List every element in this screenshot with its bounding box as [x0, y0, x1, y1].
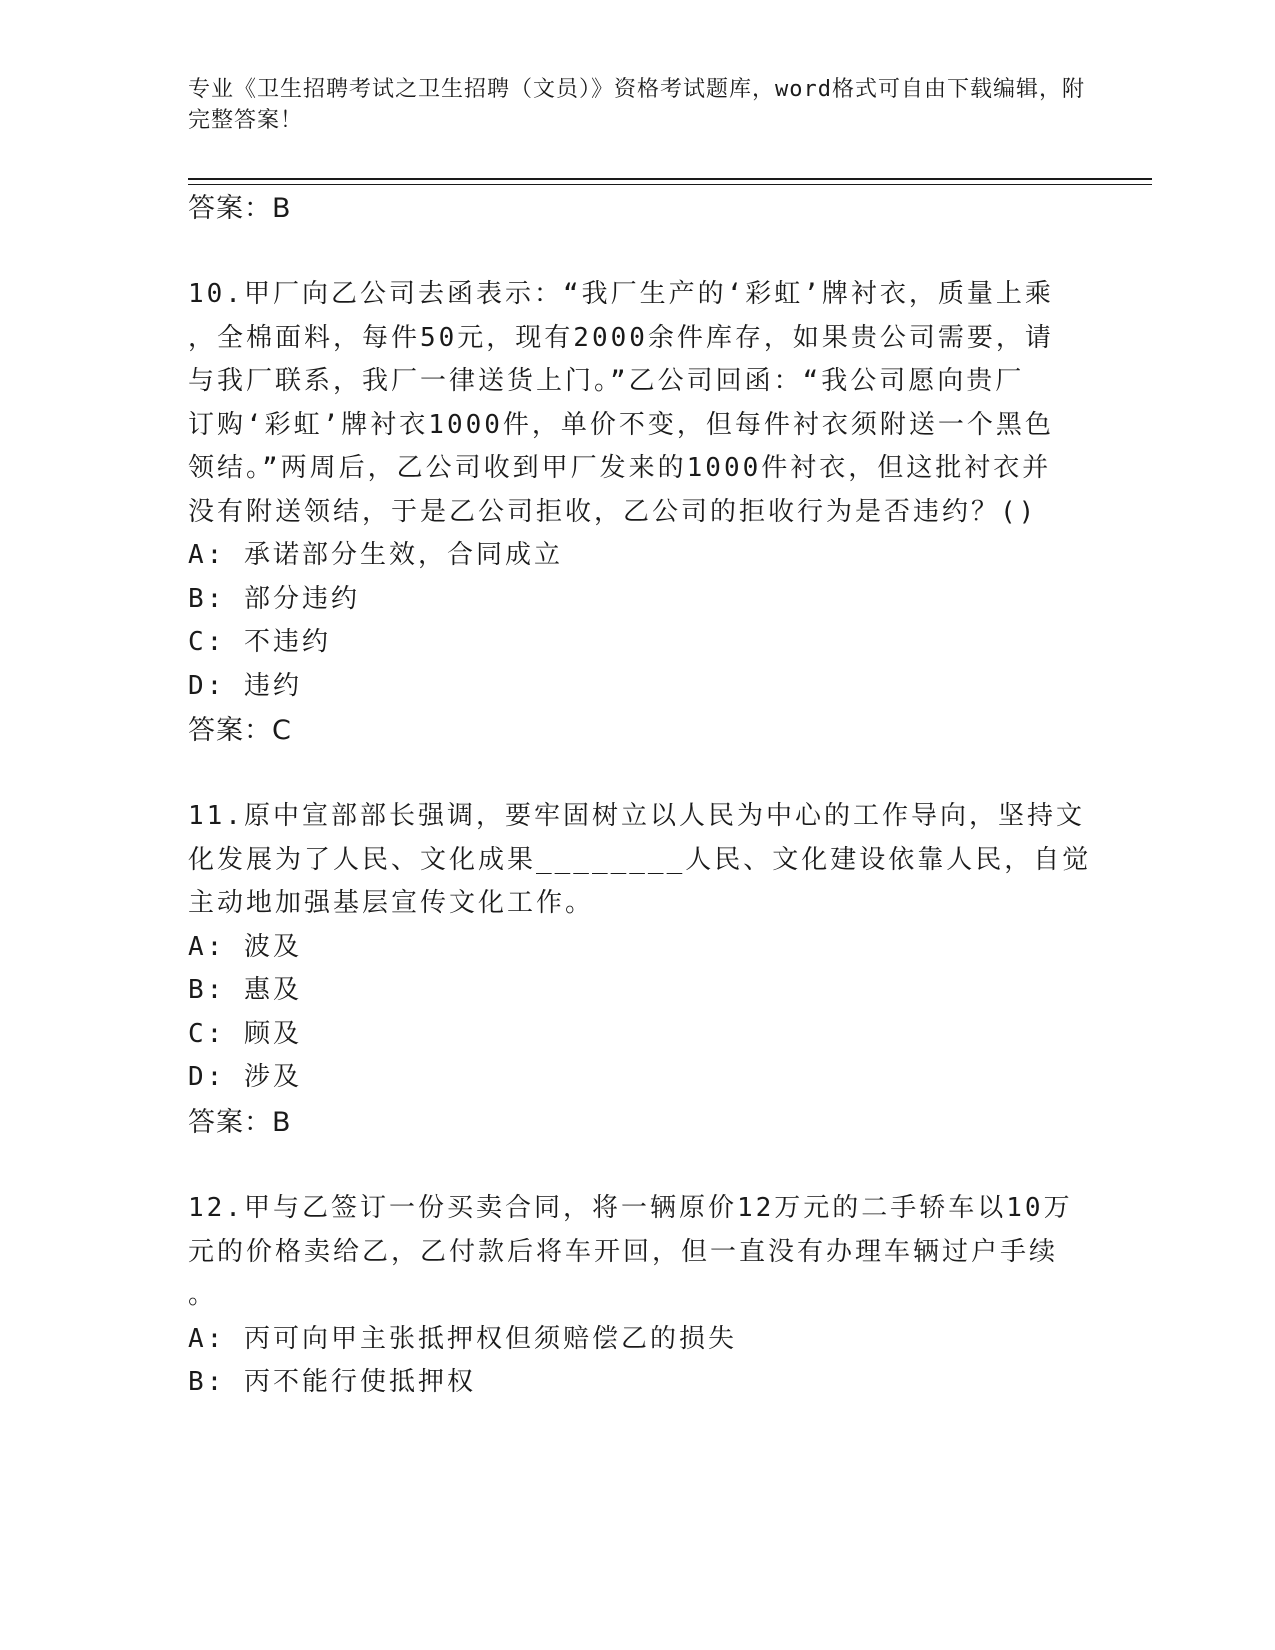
option-c: C: 不违约 [188, 627, 331, 657]
option-b: B: 惠及 [188, 975, 302, 1005]
question-11-line: 主动地加强基层宣传文化工作。 [188, 888, 595, 918]
question-12-line: 元的价格卖给乙，乙付款后将车开回，但一直没有办理车辆过户手续 [188, 1237, 1059, 1267]
header-rule-thin [188, 184, 1152, 185]
option-c: C: 顾及 [188, 1019, 302, 1049]
option-d: D: 涉及 [188, 1062, 302, 1092]
answer-line: 答案：C [188, 715, 292, 746]
question-10-line: ，全棉面料，每件50元，现有2000余件库存，如果贵公司需要，请 [188, 323, 1054, 353]
answer-line: 答案：B [188, 193, 292, 224]
option-a: A: 丙可向甲主张抵押权但须赔偿乙的损失 [188, 1324, 737, 1354]
question-12-line: 。 [188, 1280, 218, 1310]
page-header: 专业《卫生招聘考试之卫生招聘（文员）》资格考试题库，word格式可自由下载编辑，附完整答案！ [188, 77, 1085, 133]
header-rule-thick [188, 178, 1152, 180]
question-11-line: 化发展为了人民、文化成果________人民、文化建设依靠人民，自觉 [188, 845, 1092, 875]
question-11-line: 11.原中宣部部长强调，要牢固树立以人民为中心的工作导向，坚持文 [188, 801, 1085, 831]
question-10-line: 订购‘彩虹’牌衬衣1000件，单价不变，但每件衬衣须附送一个黑色 [188, 410, 1054, 440]
question-10-line: 与我厂联系，我厂一律送货上门。”乙公司回函：“我公司愿向贵厂 [188, 366, 1025, 396]
option-a: A: 波及 [188, 932, 302, 962]
option-b: B: 部分违约 [188, 584, 360, 614]
question-10-line: 没有附送领结，于是乙公司拒收，乙公司的拒收行为是否违约？() [188, 497, 1038, 527]
question-12-line: 12.甲与乙签订一份买卖合同，将一辆原价12万元的二手轿车以10万 [188, 1193, 1073, 1223]
option-b: B: 丙不能行使抵押权 [188, 1367, 476, 1397]
option-d: D: 违约 [188, 671, 302, 701]
question-10-line: 领结。”两周后，乙公司收到甲厂发来的1000件衬衣，但这批衬衣并 [188, 453, 1052, 483]
option-a: A: 承诺部分生效，合同成立 [188, 540, 563, 570]
answer-line: 答案：B [188, 1107, 292, 1138]
question-10-line: 10.甲厂向乙公司去函表示：“我厂生产的‘彩虹’牌衬衣，质量上乘 [188, 279, 1054, 309]
